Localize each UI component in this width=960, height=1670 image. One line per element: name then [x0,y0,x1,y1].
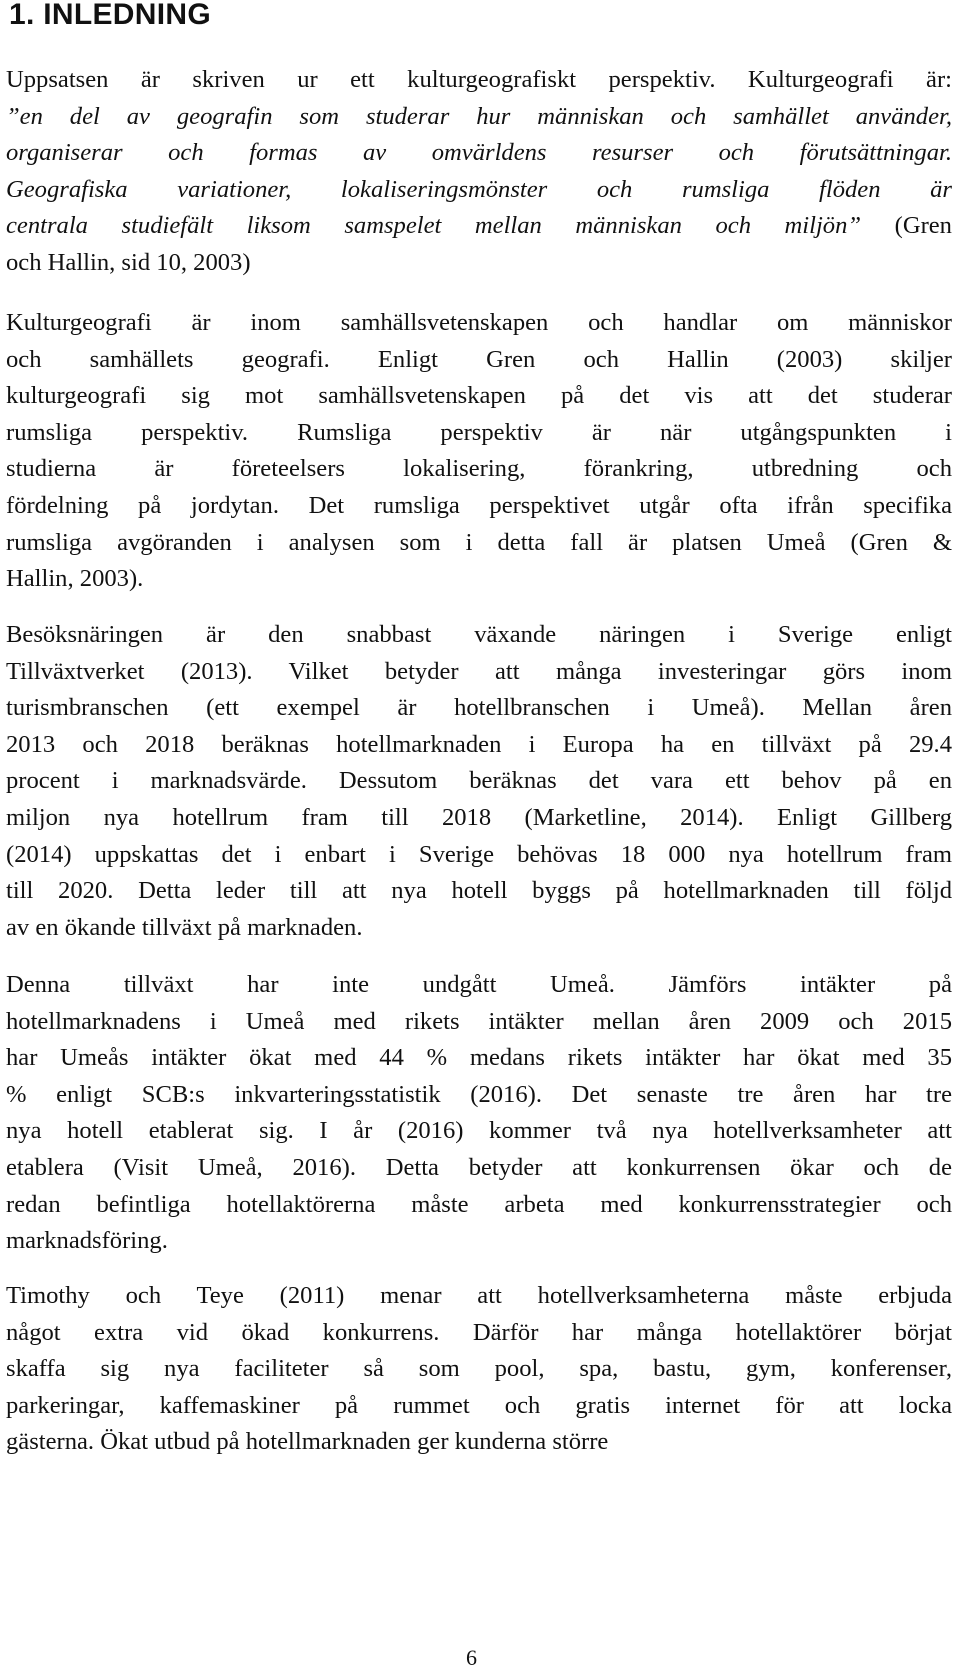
text-segment: Hallin, 2003). [6,565,144,593]
text-segment: nya hotell etablerat sig. I år (2016) kommer två nya hotellverksamheter att [6,1117,952,1145]
section-heading: 1. INLEDNING [9,0,211,31]
text-line [6,800,952,837]
text-segment: miljon nya hotellrum fram till 2018 (Marketline, 2014). Enligt Gillberg [6,803,952,831]
text-segment: fördelning på jordytan. Det rumsliga perspektivet utgår ofta ifrån specifika [6,491,952,519]
text-segment: redan befintliga hotellaktörerna måste arbeta med konkurrensstrategier och [6,1190,952,1218]
text-segment: 2013 och 2018 beräknas hotellmarknaden i Europa ha en tillväxt på 29.4 [6,730,952,758]
text-line [6,967,952,1004]
text-line [6,561,952,598]
text-line [6,415,952,452]
text-line [6,1113,952,1150]
quoted-text: ”en del av geografin som studerar hur människan och samhället använder, [6,102,952,130]
paragraph-besoksnaringen [6,617,952,946]
text-line [6,1351,952,1388]
text-segment: skaffa sig nya faciliteter så som pool, spa, bastu, gym, konferenser, [6,1355,952,1383]
text-segment: av en ökande tillväxt på marknaden. [6,913,363,941]
text-segment: kulturgeografi sig mot samhällsvetenskapen på det vis att det studerar [6,382,952,410]
text-line [6,525,952,562]
text-line [6,1077,952,1114]
paragraph-intro [6,62,952,282]
text-segment: och samhällets geografi. Enligt Gren och Hallin (2003) skiljer [6,345,952,373]
text-line [6,1223,952,1260]
text-line [6,1187,952,1224]
text-line [6,763,952,800]
text-line [6,873,952,910]
text-line [6,1315,952,1352]
text-segment: parkeringar, kaffemaskiner på rummet och gratis internet för att locka [6,1391,952,1419]
text-segment: gästerna. Ökat utbud på hotellmarknaden ger kunderna större [6,1428,609,1456]
text-line [6,245,952,282]
text-line [6,1388,952,1425]
text-segment: procent i marknadsvärde. Dessutom beräknas det vara ett behov på en [6,767,952,795]
text-line [6,488,952,525]
text-segment: Tillväxtverket (2013). Vilket betyder att många investeringar görs inom [6,657,952,685]
text-line [6,654,952,691]
text-line [6,1004,952,1041]
text-line [6,617,952,654]
text-line [6,342,952,379]
text-segment: Denna tillväxt har inte undgått Umeå. Jämförs intäkter på [6,971,952,998]
quoted-text: Geografiska variationer, lokaliseringsmönster och rumsliga flöden är [6,175,952,203]
text-segment: Uppsatsen är skriven ur ett kulturgeografiskt perspektiv. Kulturgeografi är: [6,66,952,93]
text-segment: rumsliga avgöranden i analysen som i detta fall är platsen Umeå (Gren & [6,528,952,556]
paragraph-konkurrens [6,1278,952,1461]
text-segment: något extra vid ökad konkurrens. Därför har många hotellaktörer börjat [6,1318,952,1346]
text-segment: Timothy och Teye (2011) menar att hotellverksamheterna måste erbjuda [6,1282,952,1309]
text-line [6,451,952,488]
text-line [6,910,952,947]
text-segment: (2014) uppskattas det i enbart i Sverige behövas 18 000 nya hotellrum fram [6,840,952,868]
text-segment: Besöksnäringen är den snabbast växande näringen i Sverige enligt [6,621,952,648]
text-line [6,99,952,136]
text-line [6,690,952,727]
text-segment: % enligt SCB:s inkvarteringsstatistik (2016). Det senaste tre åren har tre [6,1080,952,1108]
text-line [6,1424,952,1461]
text-segment: turismbranschen (ett exempel är hotellbranschen i Umeå). Mellan åren [6,694,952,722]
text-line [6,208,952,245]
paragraph-kulturgeografi [6,305,952,598]
paragraph-tillvaxt-umea [6,967,952,1260]
text-segment: till 2020. Detta leder till att nya hotell byggs på hotellmarknaden till följd [6,877,952,905]
text-segment: studierna är företeelsers lokalisering, förankring, utbredning och [6,455,952,483]
quoted-text: organiserar och formas av omvärldens resurser och förutsättningar. [6,139,952,167]
text-line [6,1278,952,1315]
text-line [6,172,952,209]
page-number: 6 [466,1645,477,1670]
text-line [6,305,952,342]
text-line [6,727,952,764]
text-line [6,135,952,172]
text-line [6,837,952,874]
quoted-text: centrala studiefält liksom samspelet mellan människan och miljön” [6,212,862,240]
text-line [6,1150,952,1187]
text-segment: etablera (Visit Umeå, 2016). Detta betyder att konkurrensen ökar och de [6,1153,952,1181]
text-line [6,62,952,99]
text-segment: rumsliga perspektiv. Rumsliga perspektiv är när utgångspunkten i [6,418,952,446]
text-segment: hotellmarknadens i Umeå med rikets intäkter mellan åren 2009 och 2015 [6,1007,952,1035]
text-segment: marknadsföring. [6,1227,168,1255]
text-line [6,378,952,415]
text-segment: och Hallin, sid 10, 2003) [6,248,251,276]
text-segment: har Umeås intäkter ökat med 44 % medans rikets intäkter har ökat med 35 [6,1044,952,1072]
text-segment: (Gren [861,212,952,240]
text-line [6,1040,952,1077]
text-segment: Kulturgeografi är inom samhällsvetenskapen och handlar om människor [6,309,952,336]
